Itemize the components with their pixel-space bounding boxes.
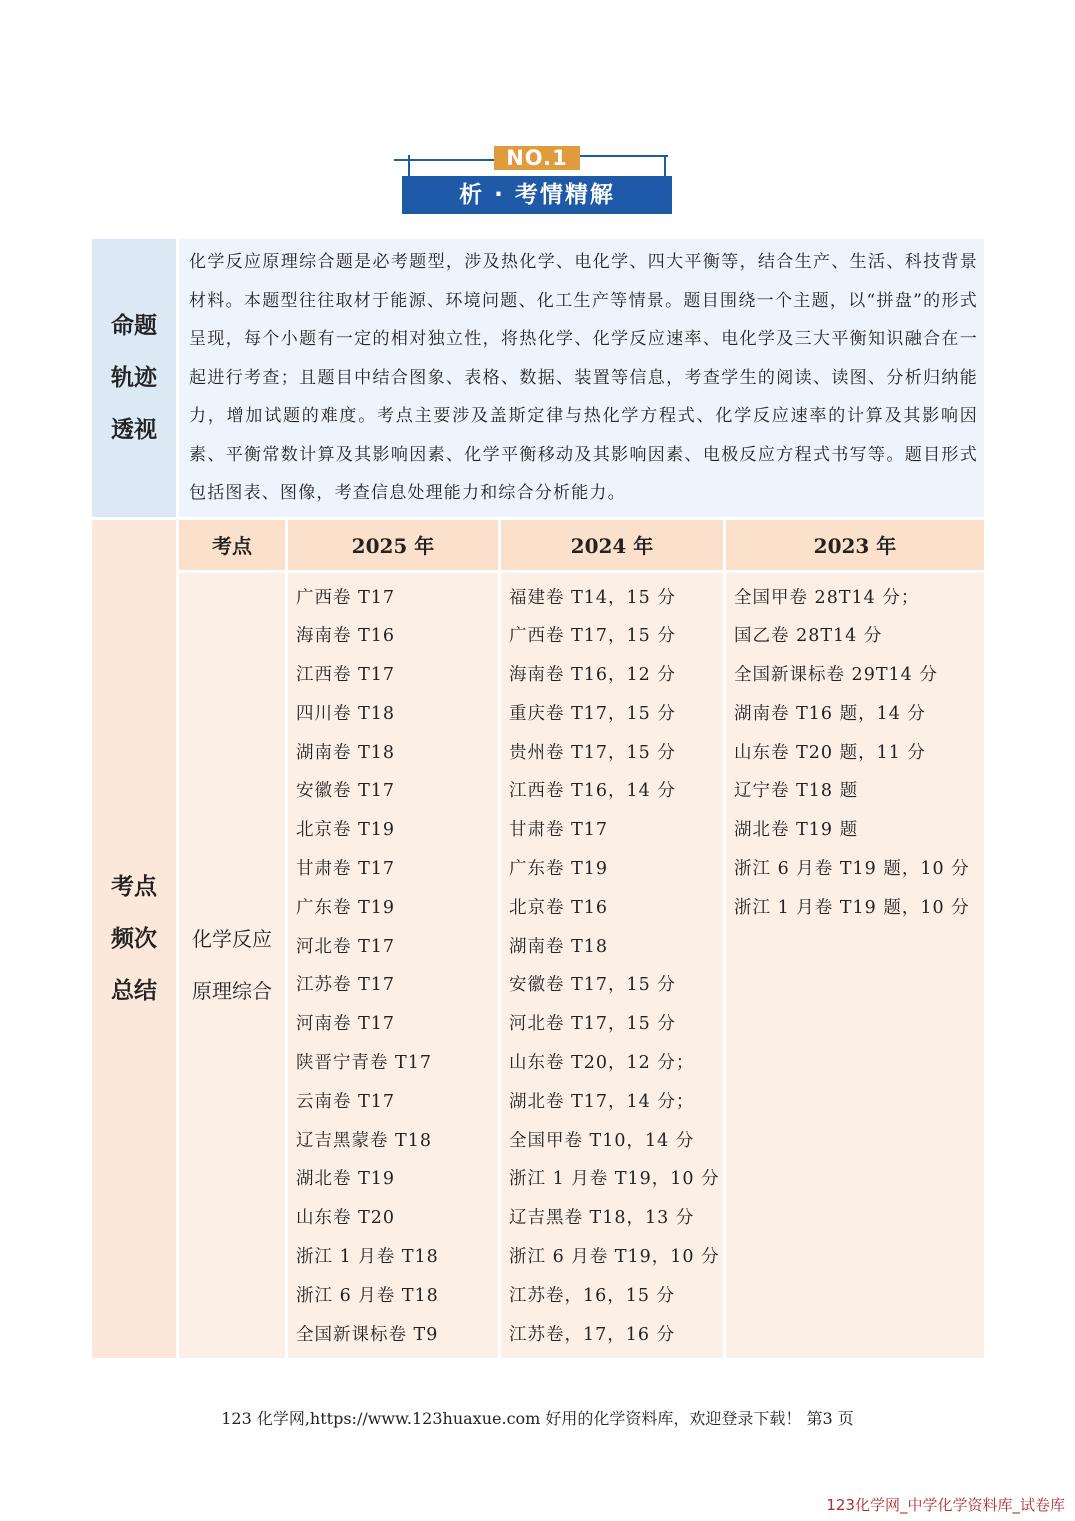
header-2024: 2024 年 [501, 520, 723, 570]
list-item: 广东卷 T19 [509, 859, 609, 880]
list-item: 甘肃卷 T17 [296, 859, 396, 880]
header-topic: 考点 [179, 520, 285, 570]
list-item: 浙江 1 月卷 T18 [296, 1247, 439, 1268]
list-item: 福建卷 T14，15 分 [509, 587, 676, 608]
header-row [92, 520, 984, 570]
list-item: 国乙卷 28T14 分 [734, 626, 883, 647]
list-2025 [296, 579, 498, 1355]
list-item: 全国新课标卷 T9 [296, 1324, 439, 1345]
list-item: 湖南卷 T18 [509, 936, 609, 957]
list-item: 全国甲卷 T10，14 分 [509, 1130, 695, 1151]
list-item: 四川卷 T18 [296, 703, 396, 724]
list-item: 广西卷 T17 [296, 587, 396, 608]
list-item: 江苏卷 T17 [296, 975, 396, 996]
list-item: 河北卷 T17 [296, 936, 396, 957]
list-item: 河北卷 T17，15 分 [509, 1014, 676, 1035]
list-item: 北京卷 T19 [296, 820, 396, 841]
list-item: 云南卷 T17 [296, 1091, 396, 1112]
banner-badge: NO.1 [494, 146, 580, 170]
header-2025: 2025 年 [288, 520, 498, 570]
intro-row [92, 239, 984, 517]
list-item: 安徽卷 T17，15 分 [509, 975, 676, 996]
list-item: 广东卷 T19 [296, 897, 396, 918]
list-item: 重庆卷 T17，15 分 [509, 703, 676, 724]
list-item: 贵州卷 T17，15 分 [509, 742, 676, 763]
list-item: 浙江 1 月卷 T19 题，10 分 [734, 897, 970, 918]
section-banner [394, 146, 684, 220]
list-item: 山东卷 T20 题，11 分 [734, 742, 926, 763]
list-item: 北京卷 T16 [509, 897, 609, 918]
intro-text: 化学反应原理综合题是必考题型，涉及热化学、电化学、四大平衡等，结合生产、生活、科技背景材料。本题型往往取材于能源、环境问题、化工生产等情景。题目围绕一个主题，以“拼盘”的形式呈现，每个小题有一定的相对独立性，将热化学、化学反应速率、电化学及三大平衡知识融合在一起进行考查；且题目中结合图象、表格、数据、装置等信息，考查学生的阅读、读图、分析归纳能力，增加试题的难度。考点主要涉及盖斯定律与热化学方程式、化学反应速率的计算及其影响因素、平衡常数计算及其影响因素、化学平衡移动及其影响因素、电极反应方程式书写等。题目形式包括图表、图像，考查信息处理能力和综合分析能力。 [179, 239, 984, 517]
list-item: 浙江 6 月卷 T19，10 分 [509, 1247, 720, 1268]
banner-title: 析 · 考情精解 [402, 176, 672, 214]
list-item: 全国新课标卷 29T14 分 [734, 665, 938, 686]
list-item: 陕晋宁青卷 T17 [296, 1053, 433, 1074]
list-item: 湖北卷 T19 [296, 1169, 396, 1190]
topic-cell: 化学反应 原理综合 [179, 573, 285, 1359]
list-item: 江苏卷，17，16 分 [509, 1324, 676, 1345]
list-item: 甘肃卷 T17 [509, 820, 609, 841]
list-item: 安徽卷 T17 [296, 781, 396, 802]
frequency-label: 考点 频次 总结 [92, 520, 176, 1359]
list-item: 浙江 6 月卷 T18 [296, 1285, 439, 1306]
list-item: 辽吉黑蒙卷 T18 [296, 1130, 433, 1151]
list-item: 河南卷 T17 [296, 1014, 396, 1035]
list-item: 浙江 6 月卷 T19 题，10 分 [734, 859, 970, 880]
column-2023 [726, 573, 984, 1359]
list-item: 江西卷 T16，14 分 [509, 781, 676, 802]
list-item: 山东卷 T20 [296, 1208, 396, 1229]
list-item: 湖南卷 T18 [296, 742, 396, 763]
list-item: 海南卷 T16 [296, 626, 396, 647]
list-item: 山东卷 T20，12 分； [509, 1053, 695, 1074]
list-item: 江西卷 T17 [296, 665, 396, 686]
list-item: 全国甲卷 28T14 分； [734, 587, 920, 608]
page-footer: 123 化学网,https://www.123huaxue.com 好用的化学资料库，欢迎登录下载！ 第3 页 [221, 1409, 854, 1428]
intro-label: 命题 轨迹 透视 [92, 239, 176, 517]
header-2023: 2023 年 [726, 520, 984, 570]
list-item: 辽吉黑卷 T18，13 分 [509, 1208, 695, 1229]
column-2024 [501, 573, 723, 1359]
list-item: 广西卷 T17，15 分 [509, 626, 676, 647]
list-item: 辽宁卷 T18 题 [734, 781, 859, 802]
content-row [92, 573, 984, 1359]
list-2023 [734, 579, 984, 928]
list-item: 浙江 1 月卷 T19，10 分 [509, 1169, 720, 1190]
list-item: 海南卷 T16，12 分 [509, 665, 676, 686]
list-item: 江苏卷，16，15 分 [509, 1285, 676, 1306]
site-watermark: 123化学网_中学化学资料库_试卷库 [826, 1496, 1065, 1514]
list-item: 湖北卷 T19 题 [734, 820, 859, 841]
list-item: 湖北卷 T17，14 分； [509, 1091, 695, 1112]
list-item: 湖南卷 T16 题，14 分 [734, 703, 926, 724]
exam-analysis-table [89, 236, 987, 1361]
column-2025 [288, 573, 498, 1359]
list-2024 [509, 579, 723, 1355]
